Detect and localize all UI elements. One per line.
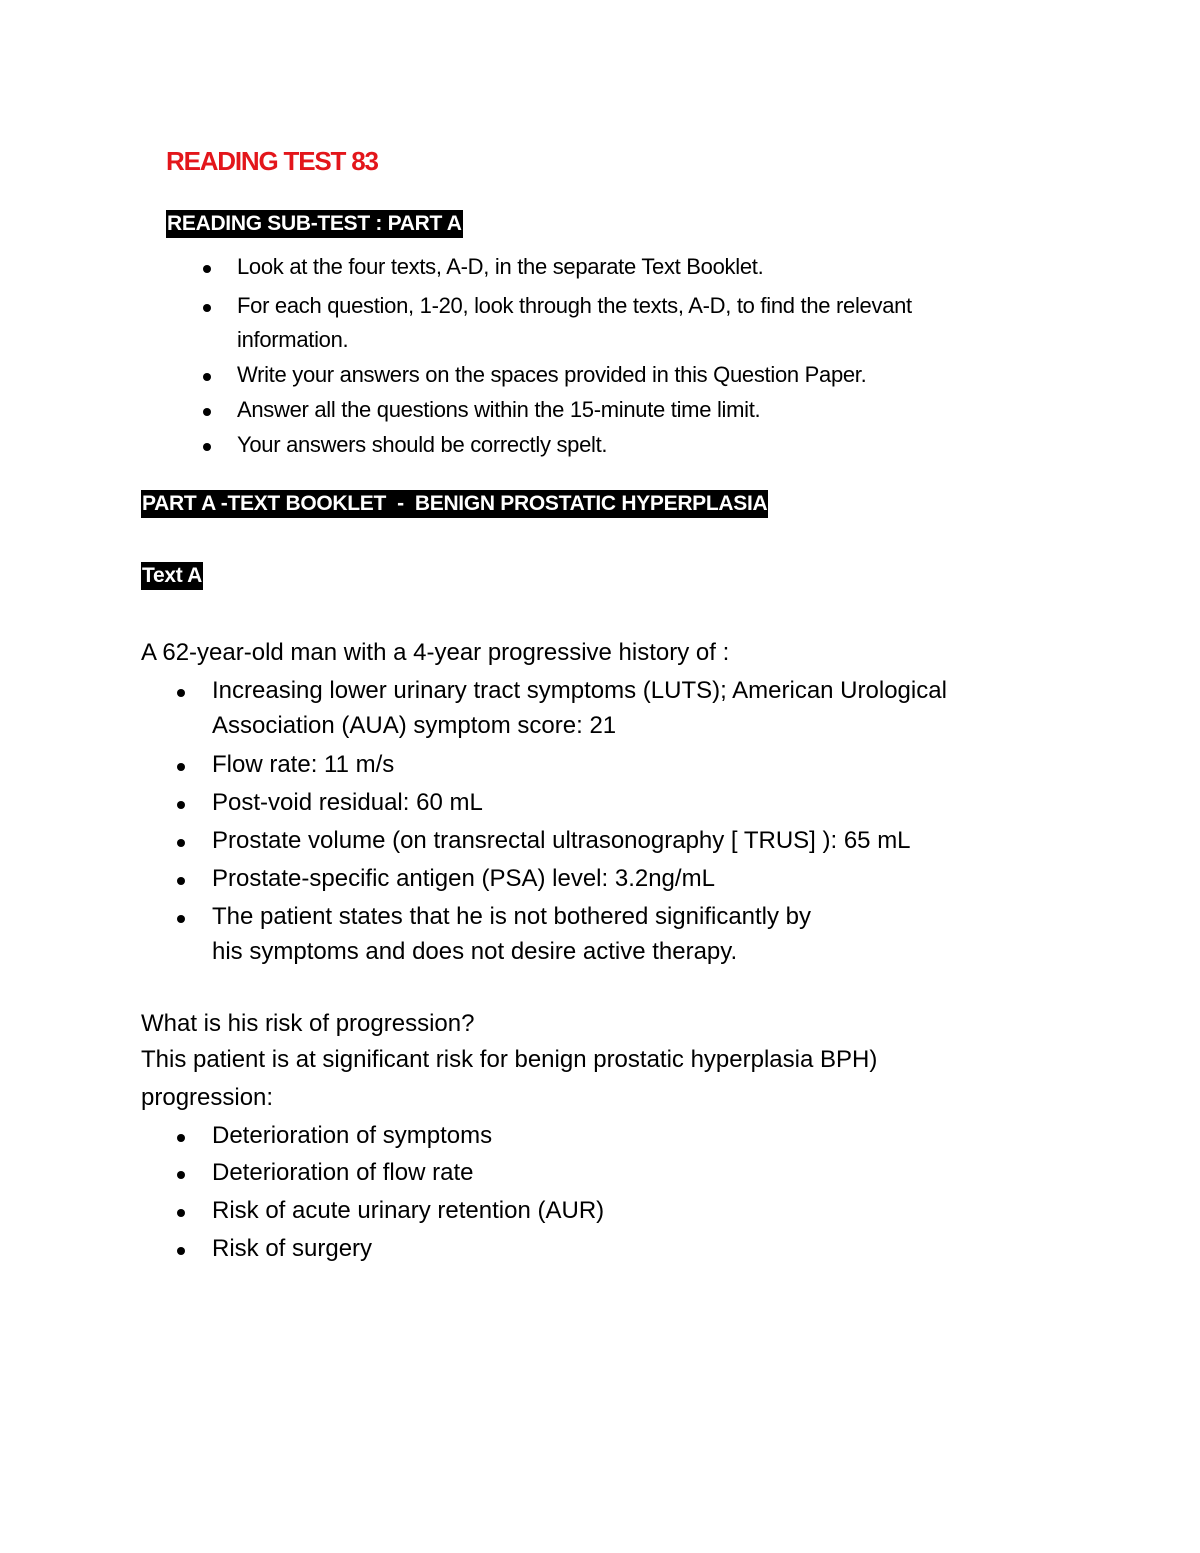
instruction-item: For each question, 1-20, look through the texts, A-D, to find the relevant [237,293,912,318]
booklet-heading-text: PART A -TEXT BOOKLET - BENIGN PROSTATIC HYPERPLASIA [141,490,768,518]
history-item-continued: Association (AUA) symptom score: 21 [212,712,617,739]
bullet-icon [177,689,185,697]
risk-question: What is his risk of progression? [141,1010,475,1037]
text-a-label [141,564,203,588]
history-item: Prostate-specific antigen (PSA) level: 3.2ng/mL [212,865,715,892]
instruction-item: Your answers should be correctly spelt. [237,432,608,457]
booklet-heading [141,492,768,516]
risk-answer-line: progression: [141,1084,274,1111]
bullet-icon [203,373,211,381]
bullet-icon [177,1134,185,1142]
page-title: READING TEST 83 [166,146,378,176]
risk-item: Deterioration of symptoms [212,1122,493,1149]
history-item: Post-void residual: 60 mL [212,789,483,816]
risk-item: Deterioration of flow rate [212,1159,474,1186]
history-item: Increasing lower urinary tract symptoms (LUTS); American Urological [212,677,947,704]
risk-item: Risk of acute urinary retention (AUR) [212,1197,605,1224]
bullet-icon [203,408,211,416]
bullet-icon [177,1247,185,1255]
bullet-icon [203,443,211,451]
subtest-heading-text: READING SUB-TEST : PART A [166,210,463,238]
bullet-icon [177,877,185,885]
history-item: Flow rate: 11 m/s [212,751,395,778]
text-a-label-text: Text A [141,562,203,590]
bullet-icon [177,763,185,771]
bullet-icon [203,265,211,273]
subtest-heading [166,212,463,236]
instruction-item: Write your answers on the spaces provided in this Question Paper. [237,362,867,387]
instruction-item-continued: information. [237,327,349,352]
history-item-continued: his symptoms and does not desire active therapy. [212,938,738,965]
history-item: The patient states that he is not bothered significantly by [212,903,812,930]
bullet-icon [203,304,211,312]
instruction-item: Answer all the questions within the 15-minute time limit. [237,397,761,422]
bullet-icon [177,1209,185,1217]
instruction-item: Look at the four texts, A-D, in the separate Text Booklet. [237,254,764,279]
bullet-icon [177,1171,185,1179]
risk-answer-line: This patient is at significant risk for benign prostatic hyperplasia BPH) [141,1046,878,1073]
history-item: Prostate volume (on transrectal ultrasonography [ TRUS] ): 65 mL [212,827,911,854]
case-intro: A 62-year-old man with a 4-year progressive history of : [141,639,730,666]
bullet-icon [177,839,185,847]
risk-item: Risk of surgery [212,1235,373,1262]
bullet-icon [177,915,185,923]
bullet-icon [177,801,185,809]
